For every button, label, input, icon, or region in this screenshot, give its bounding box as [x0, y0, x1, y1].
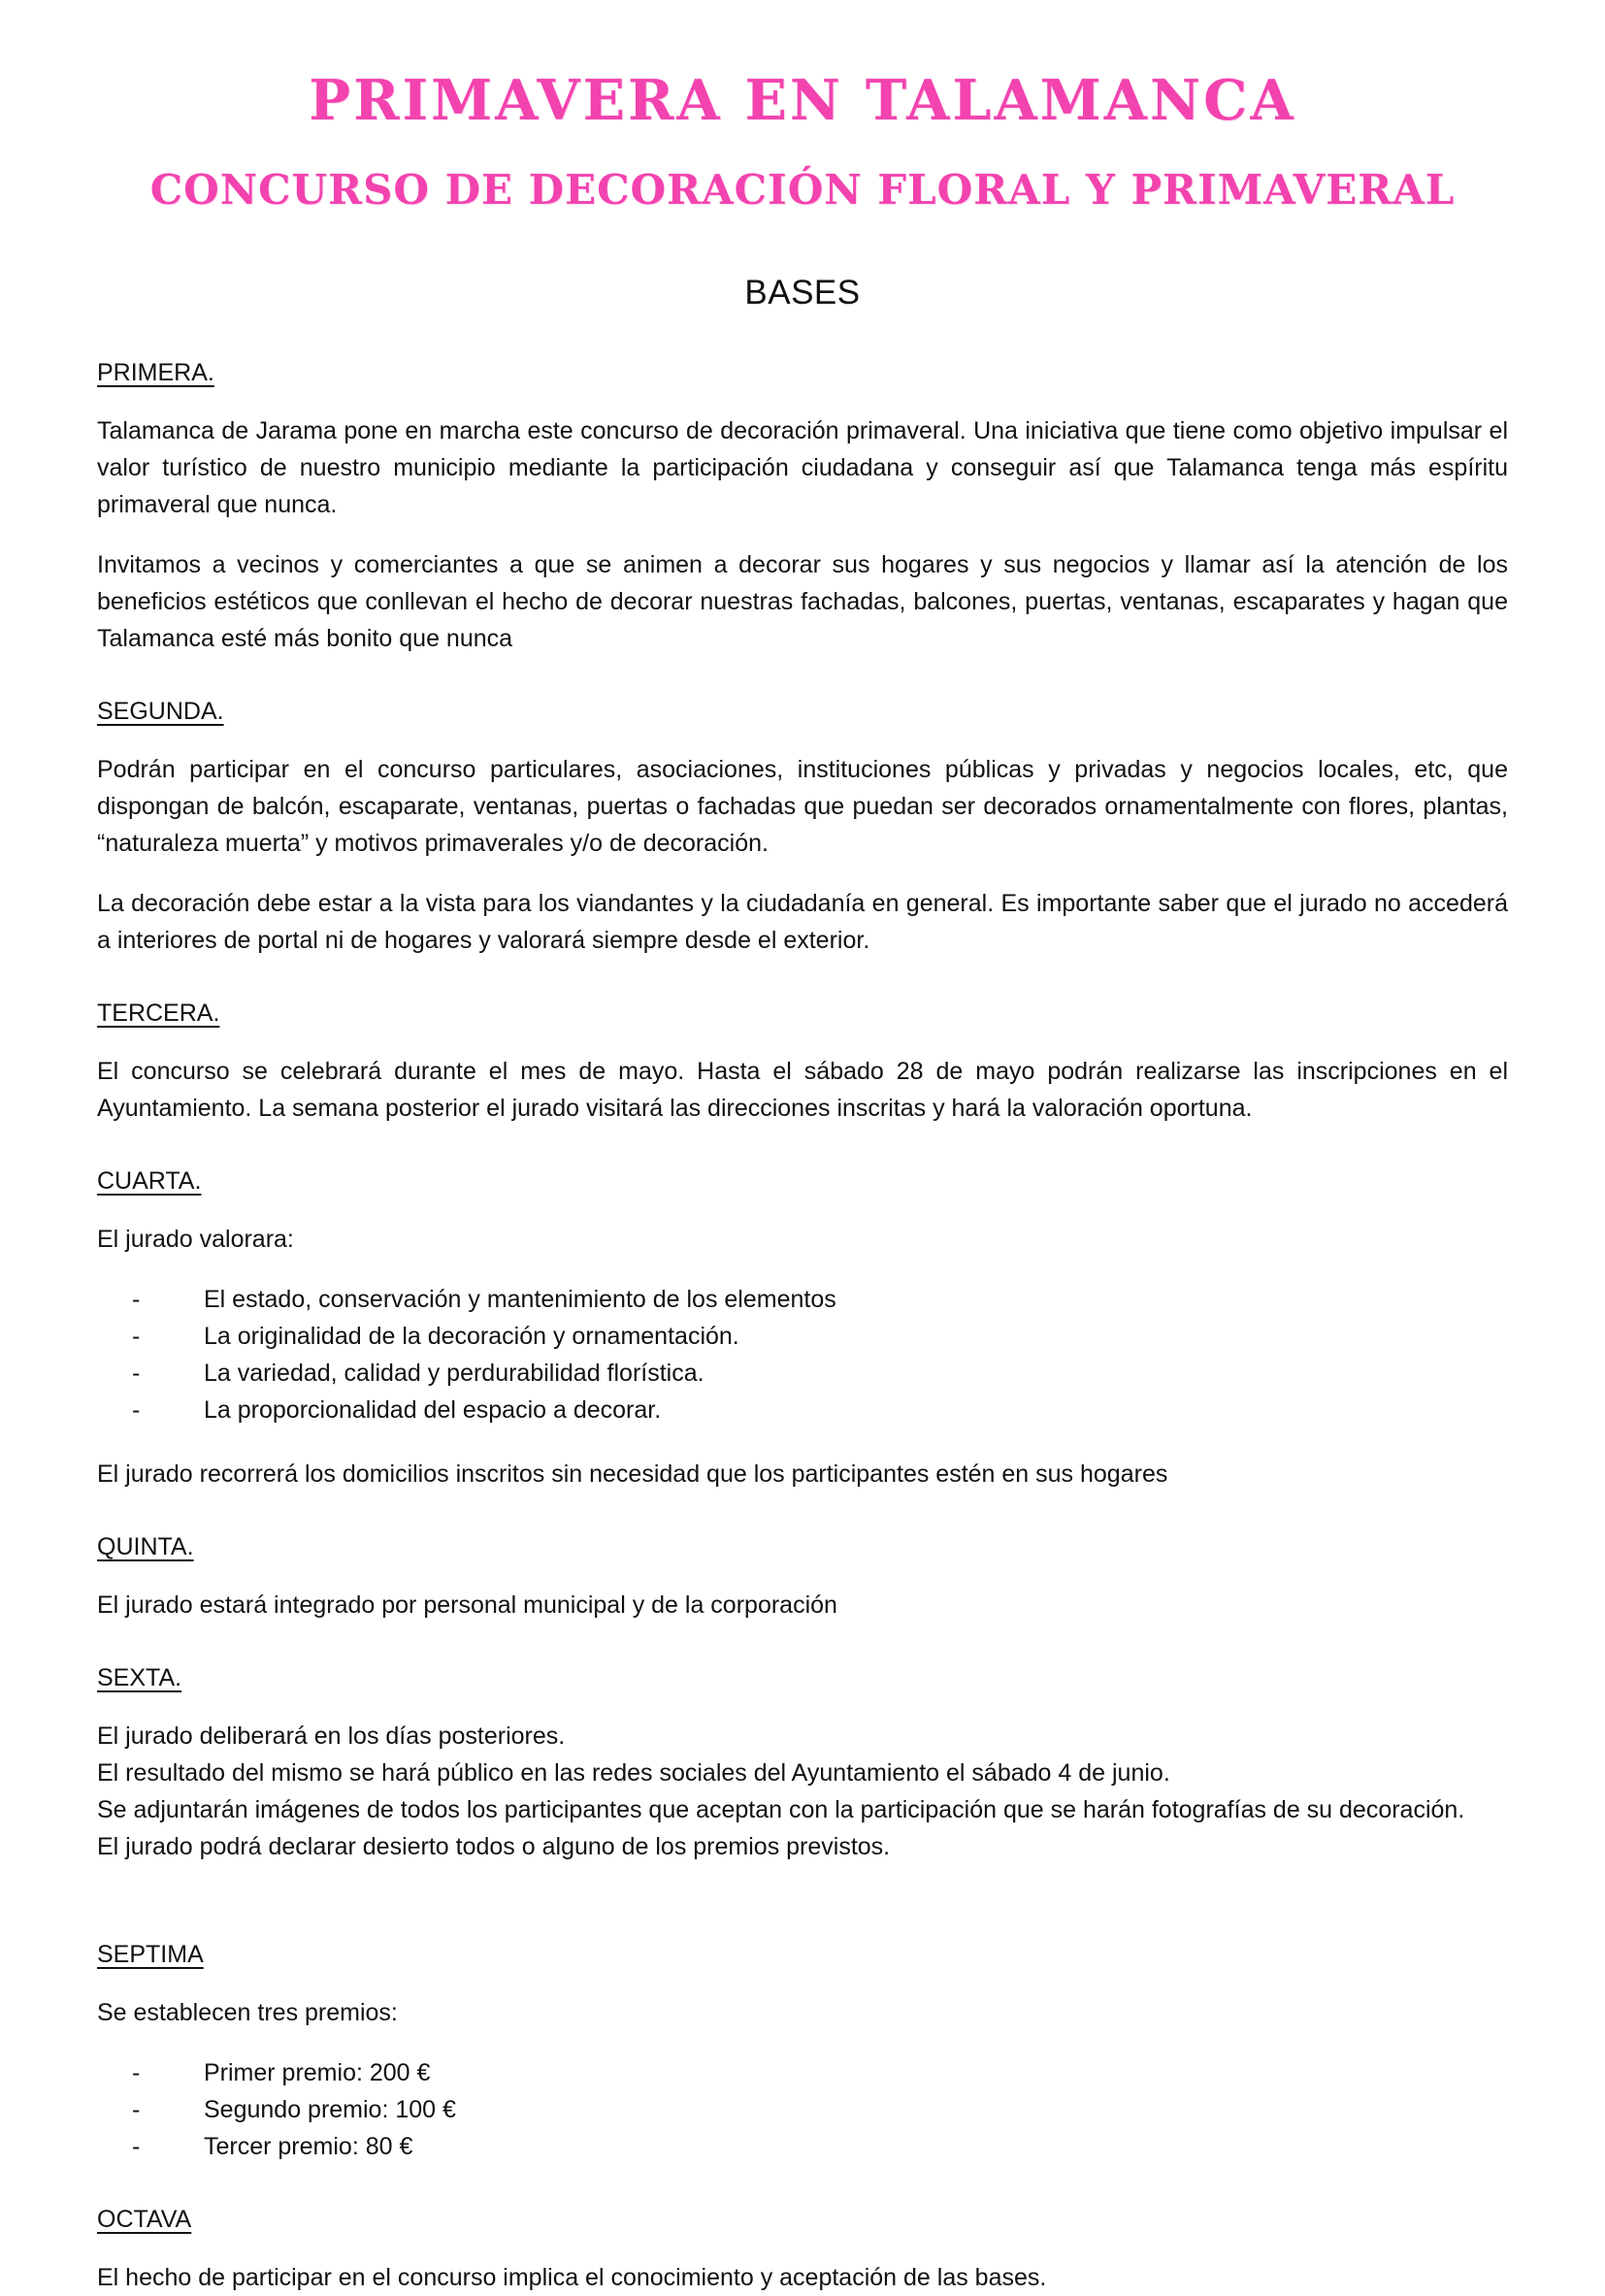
section-heading-cuarta: CUARTA.	[97, 1167, 202, 1195]
prize-item: - Primer premio: 200 €	[97, 2054, 1508, 2091]
sexta-lines	[97, 1718, 1508, 1865]
section-heading-quinta: QUINTA.	[97, 1533, 194, 1560]
section-heading-sexta: SEXTA.	[97, 1664, 182, 1691]
paragraph-septima-intro: Se establecen tres premios:	[97, 1999, 398, 2026]
sexta-line: El jurado podrá declarar desierto todos o alguno de los premios previstos.	[97, 1833, 891, 1860]
document-title: PRIMAVERA EN TALAMANCA	[309, 68, 1296, 133]
document-subtitle: CONCURSO DE DECORACIÓN FLORAL Y PRIMAVERAL	[149, 166, 1456, 213]
paragraph-primera-1: Talamanca de Jarama pone en marcha este concurso de decoración primaveral. Una iniciativa que tiene como objetivo impulsar el valor turístico de nuestro municipio mediante la participación ciudadana y conseguir así que Talamanca tenga más espíritu primaveral que nunca.	[97, 417, 1508, 518]
paragraph-cuarta-intro: El jurado valorara:	[97, 1226, 294, 1253]
paragraph-quinta-1: El jurado estará integrado por personal municipal y de la corporación	[97, 1591, 837, 1619]
paragraph-octava-1: El hecho de participar en el concurso implica el conocimiento y aceptación de las bases.	[97, 2264, 1047, 2291]
paragraph-cuarta-outro: El jurado recorrerá los domicilios inscritos sin necesidad que los participantes estén en sus hogares	[97, 1460, 1168, 1488]
criteria-item: - La originalidad de la decoración y ornamentación.	[97, 1318, 1508, 1355]
section-heading-octava: OCTAVA	[97, 2206, 192, 2233]
prize-item: - Tercer premio: 80 €	[97, 2128, 1508, 2165]
sexta-line: Se adjuntarán imágenes de todos los participantes que aceptan con la participación que se harán fotografías de su decoración.	[97, 1796, 1465, 1823]
prizes-list	[97, 2054, 1508, 2165]
criteria-list	[97, 1281, 1508, 1428]
paragraph-segunda-2: La decoración debe estar a la vista para los viandantes y la ciudadanía en general. Es importante saber que el jurado no accederá a interiores de portal ni de hogares y valorará siempre desde el exterior.	[97, 890, 1508, 954]
bases-heading: BASES	[744, 274, 861, 312]
prize-item: - Segundo premio: 100 €	[97, 2091, 1508, 2128]
criteria-item: - La variedad, calidad y perdurabilidad florística.	[97, 1355, 1508, 1392]
section-heading-segunda: SEGUNDA.	[97, 698, 224, 725]
paragraph-tercera-1: El concurso se celebrará durante el mes de mayo. Hasta el sábado 28 de mayo podrán realizarse las inscripciones en el Ayuntamiento. La semana posterior el jurado visitará las direcciones inscritas y hará la valoración oportuna.	[97, 1058, 1508, 1122]
section-heading-septima: SEPTIMA	[97, 1941, 204, 1968]
sexta-line: El jurado deliberará en los días posteriores.	[97, 1722, 566, 1750]
sexta-line: El resultado del mismo se hará público en las redes sociales del Ayuntamiento el sábado 4 de junio.	[97, 1759, 1170, 1787]
paragraph-primera-2: Invitamos a vecinos y comerciantes a que se animen a decorar sus hogares y sus negocios y llamar así la atención de los beneficios estéticos que conllevan el hecho de decorar nuestras fachadas, balcones, puertas, ventanas, escaparates y hagan que Talamanca esté más bonito que nunca	[97, 551, 1508, 652]
criteria-item: - El estado, conservación y mantenimiento de los elementos	[97, 1281, 1508, 1318]
section-heading-primera: PRIMERA.	[97, 359, 214, 386]
criteria-item: - La proporcionalidad del espacio a decorar.	[97, 1392, 1508, 1428]
paragraph-segunda-1: Podrán participar en el concurso particulares, asociaciones, instituciones públicas y privadas y negocios locales, etc, que dispongan de balcón, escaparate, ventanas, puertas o fachadas que puedan ser decorados ornamentalmente con flores, plantas, “naturaleza muerta” y motivos primaverales y/o de decoración.	[97, 756, 1508, 857]
section-heading-tercera: TERCERA.	[97, 1000, 220, 1027]
